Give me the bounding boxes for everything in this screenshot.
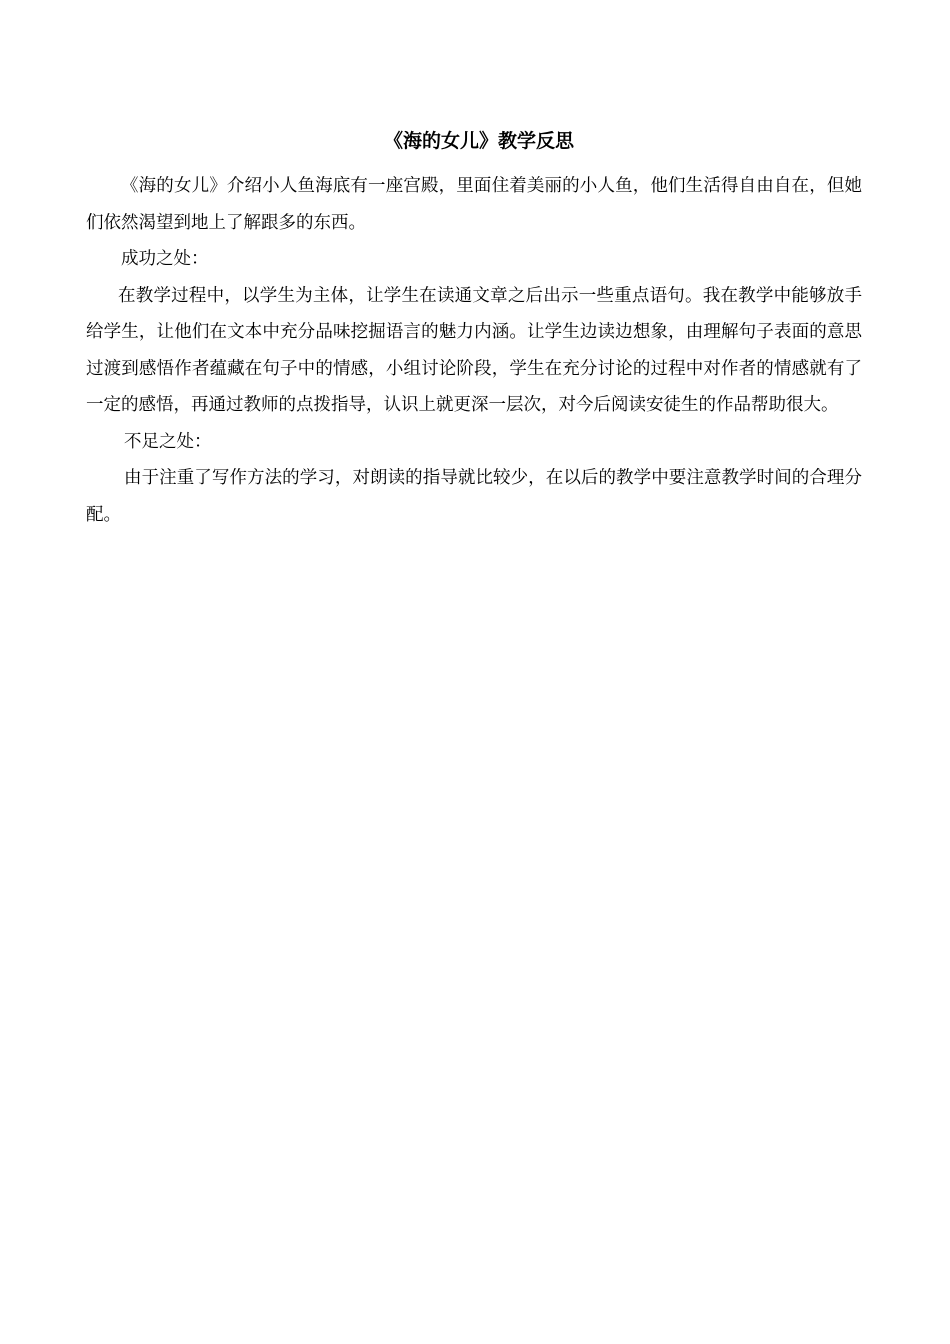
success-paragraph: 在教学过程中，以学生为主体，让学生在读通文章之后出示一些重点语句。我在教学中能够放手给学生，让他们在文本中充分品味挖掘语言的魅力内涵。让学生边读边想象，由理解句子表面的意思过渡到感悟作者蕴藏在句子中的情感，小组讨论阶段，学生在充分讨论的过程中对作者的情感就有了一定的感悟，再通过教师的点拨指导，认识上就更深一层次，对今后阅读安徒生的作品帮助很大。 [86,285,862,415]
document-title: 《海的女儿》教学反思 [383,130,574,152]
success-heading: 成功之处： [121,249,209,269]
shortcoming-paragraph: 由于注重了写作方法的学习，对朗读的指导就比较少，在以后的教学中要注意教学时间的合理分配。 [86,468,862,525]
intro-paragraph: 《海的女儿》介绍小人鱼海底有一座宫殿，里面住着美丽的小人鱼，他们生活得自由自在，但她们依然渴望到地上了解跟多的东西。 [86,176,862,233]
shortcoming-heading: 不足之处： [124,431,212,452]
document-page [86,124,862,533]
